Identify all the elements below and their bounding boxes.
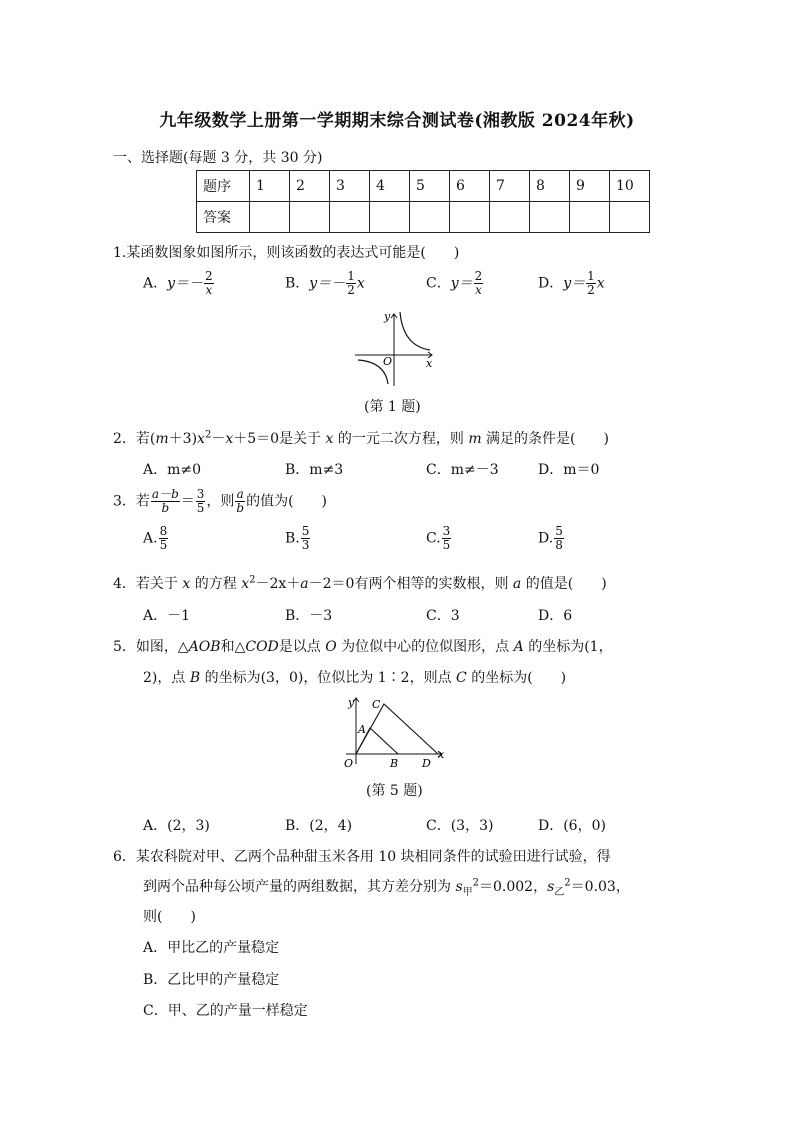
numerator: a bbox=[236, 487, 244, 501]
denominator: 3 bbox=[301, 538, 310, 552]
answer-cell[interactable] bbox=[450, 202, 490, 233]
triangle-cod bbox=[356, 704, 438, 754]
q1-option-d bbox=[538, 270, 605, 297]
var: B bbox=[189, 670, 201, 686]
option-label: A. bbox=[143, 530, 158, 547]
answer-table-number: 9 bbox=[570, 171, 610, 202]
q2-option-a: A．m≠0 bbox=[143, 462, 202, 478]
q5-option-c: C．(3，3) bbox=[426, 818, 494, 834]
q5-stem-line2 bbox=[143, 667, 566, 687]
denominator: b bbox=[236, 501, 245, 515]
fraction bbox=[554, 525, 564, 552]
text: 到两个品种每公顷产量的两组数据，其方差分别为 bbox=[143, 879, 451, 895]
q2-stem bbox=[113, 428, 609, 448]
text: 3．若 bbox=[113, 493, 150, 510]
answer-cell[interactable] bbox=[250, 202, 290, 233]
point-o-label: O bbox=[344, 757, 354, 770]
answer-table-number: 1 bbox=[250, 171, 290, 202]
answer-table-answer-row bbox=[197, 202, 650, 233]
y-axis-label: y bbox=[384, 310, 391, 323]
denominator: b bbox=[161, 501, 170, 515]
numerator: 2 bbox=[474, 269, 483, 283]
q6-option-b: B．乙比甲的产量稳定 bbox=[143, 972, 280, 988]
q1-option-b bbox=[285, 270, 365, 297]
option-label: D. bbox=[538, 530, 554, 547]
answer-cell[interactable] bbox=[370, 202, 410, 233]
q4-option-c: C．3 bbox=[426, 608, 460, 624]
text: 2．若( bbox=[113, 431, 156, 447]
answer-table-number: 3 bbox=[330, 171, 370, 202]
fraction bbox=[235, 488, 245, 515]
answer-cell[interactable] bbox=[570, 202, 610, 233]
q1-caption: (第 1 题) bbox=[364, 399, 421, 415]
q6-stem-line1: 6．某农科院对甲、乙两个品种甜玉米各用 10 块相同条件的试验田进行试验，得 bbox=[113, 849, 611, 865]
text: 为位似中心的位似图形，点 bbox=[341, 639, 510, 655]
text: －2x＋ bbox=[255, 576, 301, 592]
option-text: y＝－ bbox=[167, 275, 204, 292]
text: ，则 bbox=[206, 493, 235, 510]
denominator: 5 bbox=[196, 501, 205, 515]
text: 和△ bbox=[220, 639, 246, 655]
x-axis-label: x bbox=[438, 748, 445, 761]
option-label: C． bbox=[426, 275, 451, 292]
var: s bbox=[547, 879, 555, 895]
answer-cell[interactable] bbox=[490, 202, 530, 233]
var: x bbox=[596, 275, 605, 292]
denominator: 5 bbox=[159, 538, 168, 552]
q1-option-c bbox=[426, 270, 484, 297]
q4-stem bbox=[113, 573, 607, 593]
var: COD bbox=[245, 639, 279, 655]
point-b-label: B bbox=[390, 757, 399, 770]
var: x bbox=[225, 431, 234, 447]
fraction bbox=[151, 488, 180, 515]
answer-cell[interactable] bbox=[610, 202, 650, 233]
point-c-label: C bbox=[372, 698, 381, 711]
q4-option-a: A．－1 bbox=[143, 608, 191, 624]
denominator bbox=[474, 284, 484, 297]
text: 的方程 bbox=[194, 576, 237, 592]
q5-option-a: A．(2，3) bbox=[143, 818, 210, 834]
option-text: y＝－ bbox=[309, 275, 346, 292]
q6-option-c: C．甲、乙的产量一样稳定 bbox=[143, 1003, 308, 1019]
option-label: A． bbox=[143, 275, 168, 292]
page-title: 九年级数学上册第一学期期末综合测试卷(湘教版 2024年秋) bbox=[159, 111, 635, 131]
answer-table-number: 10 bbox=[610, 171, 650, 202]
numerator: 3 bbox=[442, 524, 451, 538]
text: 是以点 bbox=[278, 639, 321, 655]
fraction bbox=[196, 488, 206, 515]
numerator: 1 bbox=[587, 269, 595, 283]
exponent: 2 bbox=[564, 877, 571, 889]
origin-label: O bbox=[383, 355, 393, 368]
text: 5．如图，△ bbox=[113, 639, 189, 655]
var: x bbox=[197, 431, 205, 447]
var: x bbox=[475, 283, 482, 297]
q5-option-d: D．(6，0) bbox=[538, 818, 606, 834]
answer-cell[interactable] bbox=[330, 202, 370, 233]
q3-stem bbox=[113, 488, 327, 515]
numerator: 2 bbox=[205, 269, 213, 283]
exponent: 2 bbox=[472, 877, 480, 889]
subscript: 乙 bbox=[554, 886, 565, 898]
text: 的坐标为( ) bbox=[471, 670, 567, 686]
text: ＋5＝0是关于 bbox=[233, 431, 322, 447]
text: 的一元二次方程，则 bbox=[337, 431, 464, 447]
exponent: 2 bbox=[204, 429, 212, 441]
fraction bbox=[442, 525, 452, 552]
y-axis-label: y bbox=[348, 696, 355, 709]
var: a bbox=[300, 576, 309, 592]
q3-option-d bbox=[538, 525, 565, 552]
answer-table-header-row bbox=[197, 171, 650, 202]
answer-cell[interactable] bbox=[530, 202, 570, 233]
text: ＝0.03， bbox=[570, 879, 630, 895]
text: ＝ bbox=[180, 493, 195, 510]
text: 的值为( ) bbox=[246, 493, 328, 510]
answer-table-number: 7 bbox=[490, 171, 530, 202]
var: AOB bbox=[188, 639, 221, 655]
fraction bbox=[159, 525, 169, 552]
point-d-label: D bbox=[422, 757, 431, 770]
q5-stem-line1 bbox=[113, 636, 613, 656]
q6-stem-line3: 则( ) bbox=[143, 909, 196, 925]
answer-table-number: 6 bbox=[450, 171, 490, 202]
q5-figure bbox=[338, 692, 450, 772]
q2-option-b: B．m≠3 bbox=[285, 462, 344, 478]
q3-option-b bbox=[285, 525, 311, 552]
numerator: a－b bbox=[151, 487, 179, 501]
exponent: 2 bbox=[249, 574, 256, 586]
answer-table-number: 4 bbox=[370, 171, 410, 202]
text: 4．若关于 bbox=[113, 576, 178, 592]
var: m bbox=[468, 431, 482, 447]
q1-option-a bbox=[143, 270, 215, 297]
q2-option-c: C．m≠－3 bbox=[426, 462, 499, 478]
denominator bbox=[204, 284, 214, 297]
var: x bbox=[241, 576, 250, 592]
numerator: 5 bbox=[301, 524, 310, 538]
x-axis-label: x bbox=[426, 357, 433, 370]
var: O bbox=[325, 639, 337, 655]
var: s bbox=[455, 879, 463, 895]
numerator: 1 bbox=[347, 269, 355, 283]
answer-table-number: 2 bbox=[290, 171, 330, 202]
var: a bbox=[512, 576, 522, 592]
q5-option-b: B．(2，4) bbox=[285, 818, 353, 834]
denominator: 2 bbox=[587, 283, 595, 297]
option-label: D． bbox=[538, 275, 564, 292]
var: C bbox=[456, 670, 467, 686]
q1-figure bbox=[350, 306, 440, 388]
q4-option-b: B．－3 bbox=[285, 608, 333, 624]
text: ＋3) bbox=[168, 431, 198, 447]
fraction bbox=[301, 525, 311, 552]
var: x bbox=[325, 431, 334, 447]
var: m bbox=[155, 431, 169, 447]
q1-stem: 1.某函数图象如图所示，则该函数的表达式可能是( ) bbox=[113, 245, 460, 261]
text: 满足的条件是( ) bbox=[486, 431, 609, 447]
text: － bbox=[211, 431, 226, 447]
denominator: 5 bbox=[442, 538, 451, 552]
point-a-label: A bbox=[358, 723, 366, 736]
answer-table bbox=[196, 170, 650, 233]
option-label: B． bbox=[285, 275, 310, 292]
numerator: 8 bbox=[159, 524, 168, 538]
text: 的坐标为(1， bbox=[528, 639, 613, 655]
subscript: 甲 bbox=[462, 886, 473, 898]
option-text: y＝ bbox=[450, 275, 473, 292]
fraction bbox=[204, 270, 214, 297]
var: x bbox=[205, 283, 213, 297]
fraction bbox=[346, 270, 356, 297]
q3-option-c bbox=[426, 525, 452, 552]
denominator: 2 bbox=[347, 283, 355, 297]
fraction bbox=[474, 270, 484, 297]
numerator: 3 bbox=[196, 487, 205, 501]
numerator: 5 bbox=[555, 524, 563, 538]
answer-table-row-label: 题序 bbox=[197, 171, 250, 202]
text: 的坐标为(3，0)，位似比为 1∶2，则点 bbox=[204, 670, 452, 686]
section-heading: 一、选择题(每题 3 分，共 30 分) bbox=[113, 150, 323, 166]
curve-first-quadrant bbox=[400, 312, 430, 350]
q2-option-d: D．m＝0 bbox=[538, 462, 600, 478]
answer-cell[interactable] bbox=[410, 202, 450, 233]
var: x bbox=[182, 576, 191, 592]
answer-table-number: 5 bbox=[410, 171, 450, 202]
answer-table-row-label: 答案 bbox=[197, 202, 250, 233]
option-label: B. bbox=[285, 530, 300, 547]
answer-table-number: 8 bbox=[530, 171, 570, 202]
option-text: y＝ bbox=[563, 275, 586, 292]
answer-cell[interactable] bbox=[290, 202, 330, 233]
var: A bbox=[513, 639, 524, 655]
fraction bbox=[586, 270, 596, 297]
q6-option-a: A．甲比乙的产量稳定 bbox=[143, 940, 280, 956]
var: x bbox=[356, 275, 365, 292]
denominator: 8 bbox=[555, 538, 563, 552]
text: 的值是( ) bbox=[525, 576, 607, 592]
text: 2)，点 bbox=[143, 670, 186, 686]
text: －2＝0有两个相等的实数根，则 bbox=[308, 576, 509, 592]
option-label: C. bbox=[426, 530, 441, 547]
q4-option-d: D．6 bbox=[538, 608, 573, 624]
q5-caption: (第 5 题) bbox=[366, 783, 423, 799]
q3-option-a bbox=[143, 525, 169, 552]
q6-stem-line2 bbox=[143, 876, 630, 898]
text: ＝0.002， bbox=[479, 879, 548, 895]
